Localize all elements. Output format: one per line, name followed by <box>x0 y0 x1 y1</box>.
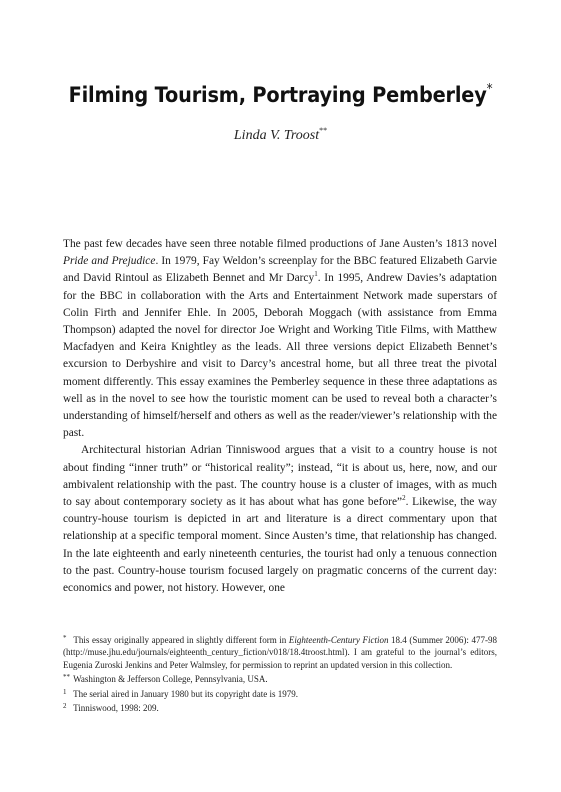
footnote-text: This essay originally appeared in slightly different form in <box>73 635 289 645</box>
footnote-marker: 1 <box>63 687 67 696</box>
footnote-marker: * <box>63 634 67 642</box>
body-paragraph <box>63 236 497 442</box>
footnote <box>63 700 497 714</box>
footnote-marker: 2 <box>63 702 67 711</box>
footnote-text: The serial aired in January 1980 but its copyright date is 1979. <box>73 688 299 699</box>
footnote-text: Tinniswood, 1998: 209. <box>73 703 159 714</box>
body-paragraph <box>63 442 497 597</box>
footnotes <box>63 632 497 714</box>
author-name: Linda V. Troost <box>233 128 320 143</box>
paragraph-text: . In 1979, Fay Weldon’s screenplay for the BBC featured Elizabeth Garvie and David Rintoul as Elizabeth Bennet and Mr Darcy <box>63 255 497 285</box>
footnote-ref-2[interactable]: 2 <box>402 494 406 503</box>
footnote-ref-1[interactable]: 1 <box>314 270 318 279</box>
paragraph-text: Architectural historian Adrian Tinniswood argues that a visit to a country house is not about finding “inner truth” or “historical reality”; instead, “it is about us, here, now, and our ambivalent relationship with the past. The country house is a cluster of images, with as much to say about contemporary society as it has about what has gone before” <box>63 444 497 509</box>
novel-title: Pride and Prejudice <box>63 255 156 268</box>
article-body <box>63 236 497 597</box>
paragraph-text: The past few decades have seen three notable filmed productions of Jane Austen’s 1813 novel <box>63 238 497 250</box>
footnote-text: 18.4 (Summer 2006): 477-98 (http://muse.jhu.edu/journals/eighteenth_century_fiction/v018/18.4troost.html). I am grateful to the journal’s editors, Eugenia Zuroski Jenkins and Peter Walmsley, for permission to reprint an updated version in this collection. <box>63 635 497 670</box>
paragraph-text: . In 1995, Andrew Davies’s adaptation for the BBC in collaboration with the Arts and Entertainment Network made superstars of Colin Firth and Jennifer Ehle. In 2005, Deborah Moggach (with assistance from Emma Thompson) adapted the novel for director Joe Wright and Working Title Films, with Matthew Macfadyen and Keira Knightley as the leads. All three versions depict Elizabeth Bennet’s excursion to Derbyshire and visit to Darcy’s ancestral home, but all three treat the pivotal moment differently. This essay examines the Pemberley sequence in these three adaptations as well as in the novel to see how the touristic moment can be used to reveal both a character’s understanding of himself/herself and others as well as the reader/viewer’s relationship with the past. <box>63 272 498 440</box>
footnote <box>63 686 497 700</box>
paragraph-text: . Likewise, the way country-house tourism is depicted in art and literature is a direct commentary upon that relationship at a specific temporal moment. Since Austen’s time, that relationship has changed. In the late eighteenth and early nineteenth centuries, the tourist had only a tenuous connection to the past. Country-house tourism focused largely on pragmatic concerns of the current day: economics and power, not history. However, one <box>63 496 497 595</box>
footnote <box>63 632 497 671</box>
footnote-marker: ** <box>63 673 70 682</box>
footnote-text: Washington & Jefferson College, Pennsylvania, USA. <box>73 674 268 685</box>
title-footnote-marker[interactable]: * <box>486 82 493 97</box>
article-title <box>22 82 538 107</box>
footnote <box>63 671 497 685</box>
article-title-text: Filming Tourism, Portraying Pemberley <box>68 83 487 107</box>
author-byline <box>0 126 561 144</box>
author-footnote-marker[interactable]: ** <box>319 126 328 135</box>
journal-title: Eighteenth-Century Fiction <box>288 635 389 645</box>
